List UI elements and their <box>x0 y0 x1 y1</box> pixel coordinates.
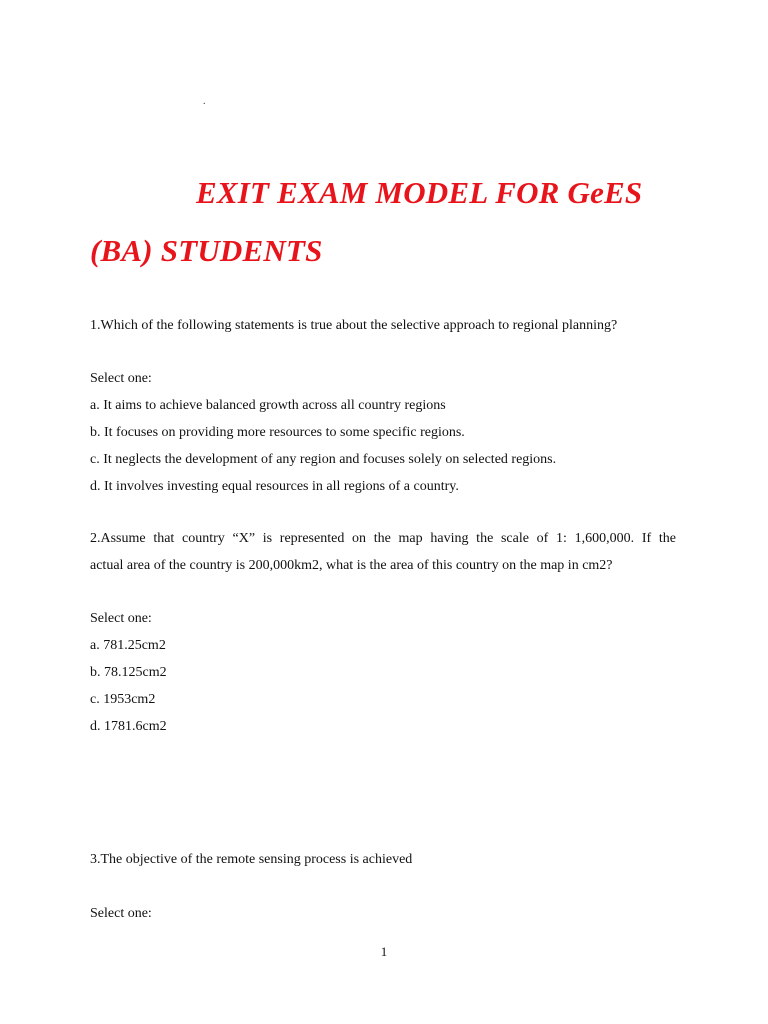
document-title-line-2: (BA) STUDENTS <box>90 233 323 268</box>
question-1-text: 1.Which of the following statements is true about the selective approach to regional planning? <box>90 318 618 333</box>
stray-mark: . <box>203 96 206 107</box>
question-2-option-d: d. 1781.6cm2 <box>90 719 167 734</box>
question-1-option-c: c. It neglects the development of any region and focuses solely on selected regions. <box>90 452 557 467</box>
question-2-text-line-2: actual area of the country is 200,000km2, what is the area of this country on the map in cm2? <box>90 558 613 573</box>
question-1-option-b: b. It focuses on providing more resources to some specific regions. <box>90 425 465 440</box>
question-1-select-label: Select one: <box>90 371 152 386</box>
question-2-option-c: c. 1953cm2 <box>90 692 156 707</box>
question-2-option-b: b. 78.125cm2 <box>90 665 167 680</box>
document-title-line-1: EXIT EXAM MODEL FOR GeES <box>196 175 643 210</box>
question-2-select-label: Select one: <box>90 611 152 626</box>
question-3-select-label: Select one: <box>90 906 152 921</box>
question-2-text-line-1: 2.Assume that country “X” is represented on the map having the scale of 1: 1,600,000. If the <box>90 531 676 546</box>
question-1-option-a: a. It aims to achieve balanced growth across all country regions <box>90 398 446 413</box>
question-1-option-d: d. It involves investing equal resources in all regions of a country. <box>90 479 459 494</box>
page-number: 1 <box>380 944 388 959</box>
question-2-option-a: a. 781.25cm2 <box>90 638 166 653</box>
question-3-text: 3.The objective of the remote sensing process is achieved <box>90 852 413 867</box>
